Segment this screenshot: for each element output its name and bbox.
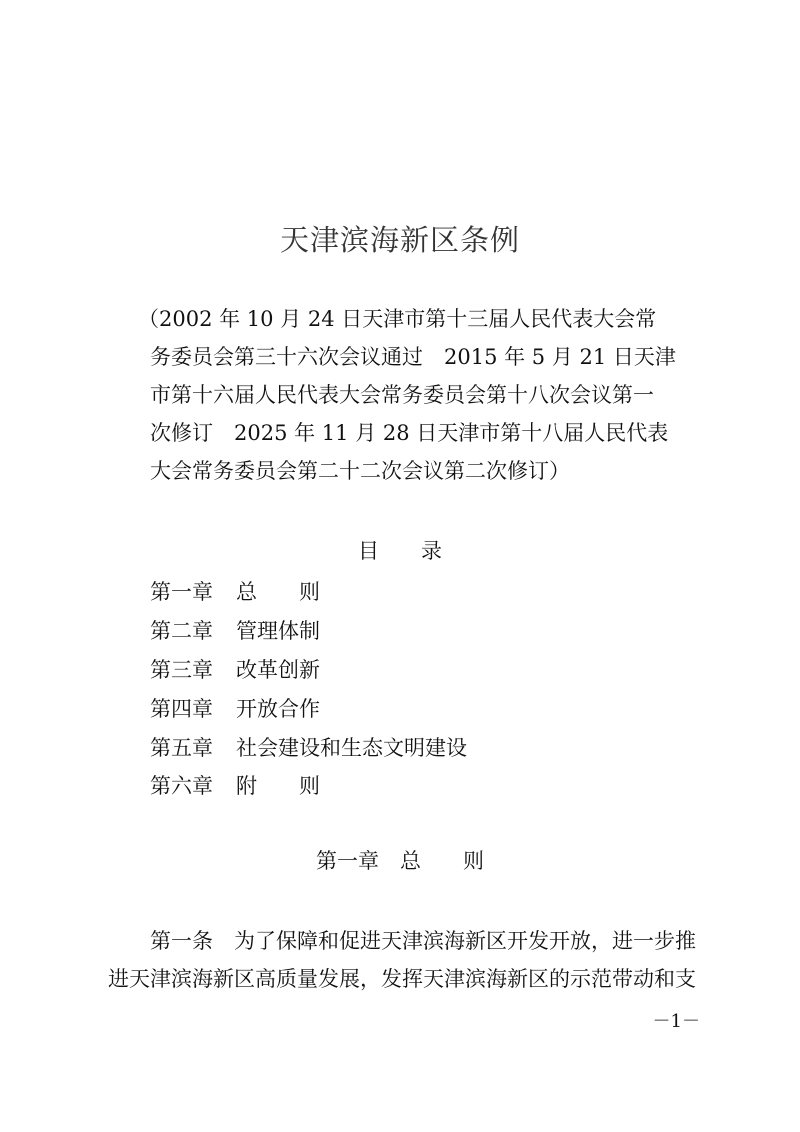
toc-item: [150, 688, 670, 727]
page-number: －1－: [652, 1011, 700, 1032]
adoption-note-line: （2002 年 10 月 24 日天津市第十三届人民代表大会常: [138, 307, 657, 331]
toc-chapter-number: 第二章: [150, 619, 213, 644]
toc-chapter-title: 管理体制: [236, 619, 320, 644]
adoption-note: [138, 300, 680, 490]
adoption-note-line: 大会常务委员会第二十二次会议第二次修订）: [150, 459, 570, 483]
chapter-heading: 第一章 总 则: [316, 849, 484, 873]
toc-item: [150, 727, 670, 766]
toc-chapter-number: 第三章: [150, 657, 213, 682]
article-line: 第一条 为了保障和促进天津滨海新区开发开放，进一步推: [150, 929, 696, 953]
toc-chapter-title: 附 则: [236, 774, 320, 799]
toc-chapter-number: 第一章: [150, 580, 213, 605]
toc-chapter-title: 改革创新: [236, 657, 320, 682]
toc-item: [150, 766, 670, 805]
toc-chapter-title: 开放合作: [236, 696, 320, 721]
article-paragraph: [108, 922, 704, 998]
toc-chapter-title: 社会建设和生态文明建设: [236, 735, 467, 760]
toc-item: [150, 572, 670, 611]
adoption-note-line: 务委员会第三十六次会议通过 2015 年 5 月 21 日天津: [150, 345, 676, 369]
toc-chapter-number: 第四章: [150, 696, 213, 721]
adoption-note-line: 次修订 2025 年 11 月 28 日天津市第十八届人民代表: [150, 421, 669, 445]
toc-item: [150, 611, 670, 650]
article-line: 进天津滨海新区高质量发展，发挥天津滨海新区的示范带动和支: [108, 967, 696, 991]
document-title: 天津滨海新区条例: [279, 223, 520, 257]
toc-chapter-number: 第六章: [150, 774, 213, 799]
adoption-note-line: 市第十六届人民代表大会常务委员会第十八次会议第一: [150, 383, 654, 407]
toc-item: [150, 650, 670, 689]
table-of-contents: [150, 572, 670, 805]
toc-heading: 目 录: [358, 539, 442, 563]
toc-chapter-title: 总 则: [236, 580, 320, 605]
toc-chapter-number: 第五章: [150, 735, 213, 760]
